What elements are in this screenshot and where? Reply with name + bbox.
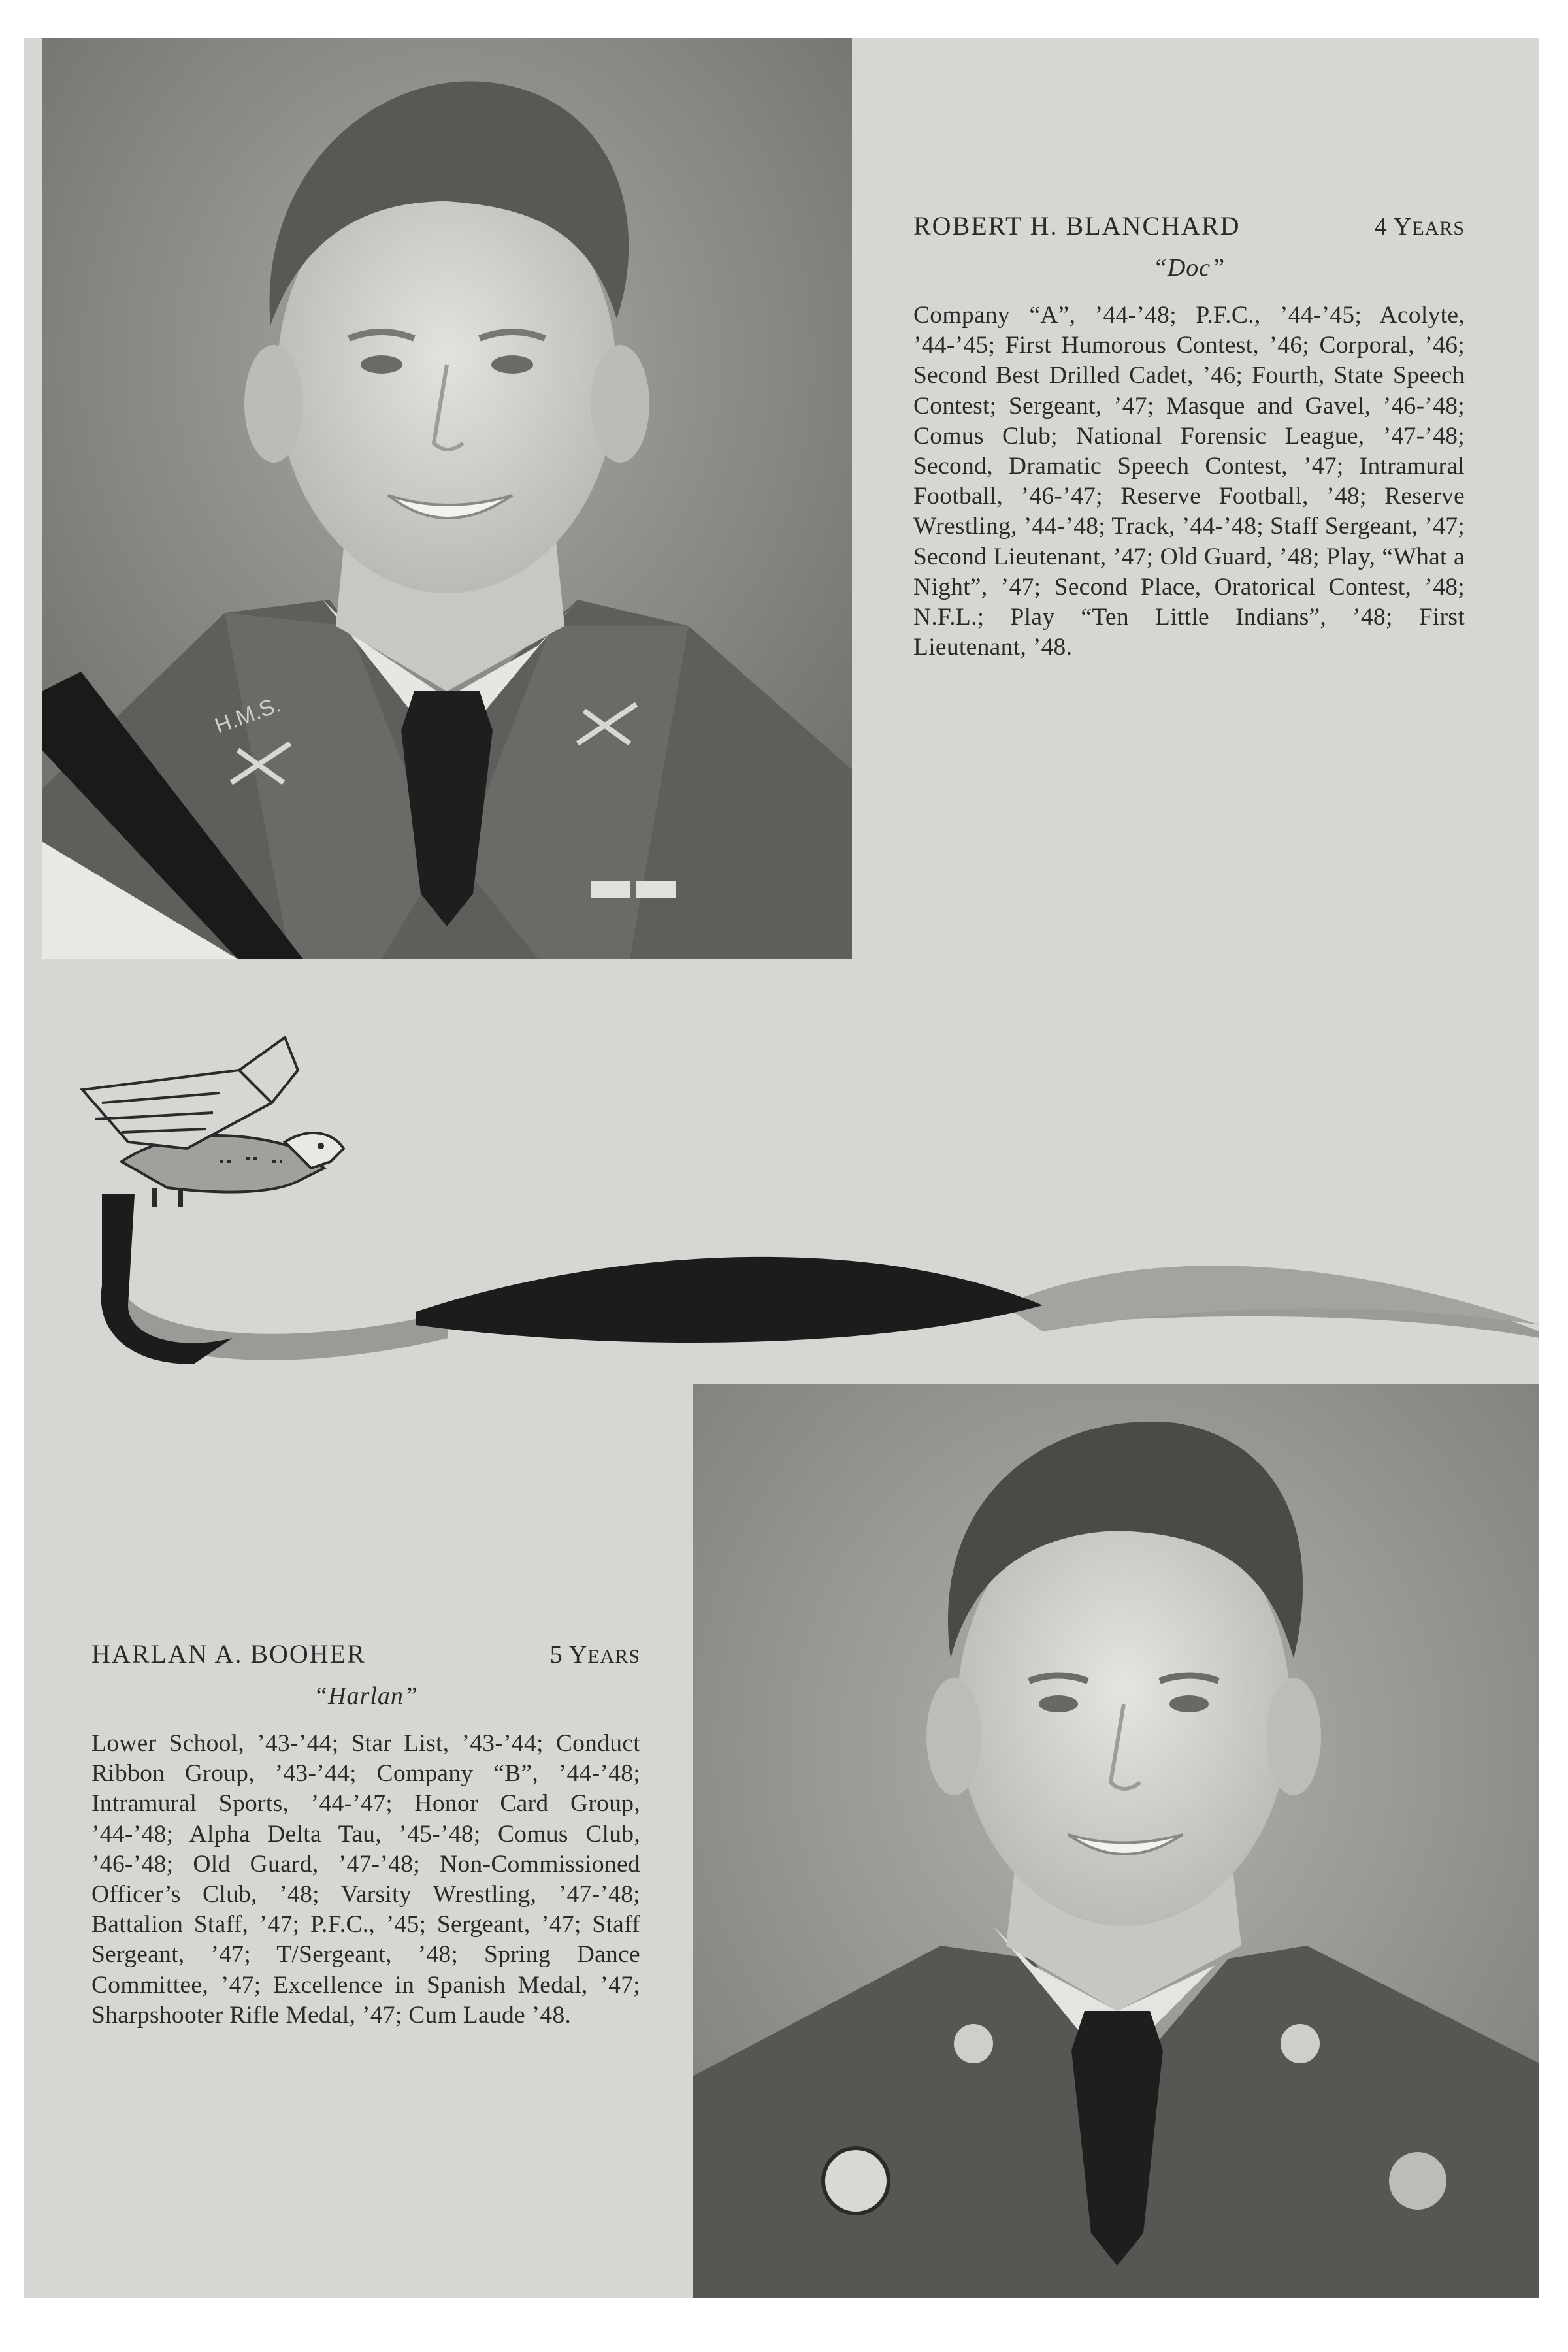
yearbook-page [24, 38, 1539, 2298]
years-number: 4 [1374, 213, 1388, 240]
years-word: YEARS [1393, 213, 1465, 240]
years-number: 5 [549, 1641, 563, 1669]
years-attended [1375, 210, 1465, 246]
student-nickname: “Doc” [1152, 254, 1226, 282]
student-nickname: “Harlan” [313, 1682, 419, 1710]
student-activities: Lower School, ’43-’44; Star List, ’43-’44; Conduct Ribbon Group, ’43-’44; Company “B”, ’44-’48; Intramural Sports, ’44-’47; Honor Card Group, ’44-’48; Alpha Delta Tau, ’45-’48; Comus Club, ’46-’48; Old Guard, ’47-’48; Non-Commissioned Officer’s Club, ’48; Varsity Wrestling, ’47-’48; Battalion Staff, ’47; P.F.C., ’45; Sergeant, ’47; Staff Sergeant, ’47; T/Sergeant, ’48; Spring Dance Committee, ’47; Excellence in Spanish Medal, ’47; Sharpshooter Rifle Medal, ’47; Cum Laude ’48. [91, 1730, 640, 2029]
years-word: YEARS [568, 1641, 640, 1669]
portrait-photo-blanchard [42, 38, 852, 959]
collar-insignia-text: H.M.S. [211, 692, 284, 739]
eagle-ribbon-emblem [24, 998, 1539, 1364]
entry-header [913, 209, 1465, 246]
years-attended [550, 1638, 640, 1674]
student-activities: Company “A”, ’44-’48; P.F.C., ’44-’45; Acolyte, ’44-’45; First Humorous Contest, ’46; Corporal, ’46; Second Best Drilled Cadet, ’46; Fourth, State Speech Contest; Sergeant, ’47; Masque and Gavel, ’46-’48; Comus Club; National Forensic League, ’47-’48; Second, Dramatic Speech Contest, ’47; Intramural Football, ’46-’47; Reserve Football, ’48; Reserve Wrestling, ’44-’48; Track, ’44-’48; Staff Sergeant, ’47; Second Lieutenant, ’47; Old Guard, ’48; Play, “What a Night”, ’47; Second Place, Oratorical Contest, ’48; N.F.L.; Play “Ten Little Indians”, ’48; First Lieutenant, ’48. [913, 302, 1465, 661]
entry-booher [91, 1637, 640, 2031]
portrait-booher-image [693, 1384, 1539, 2298]
entry-header [91, 1637, 640, 1674]
student-name: HARLAN A. BOOHER [91, 1639, 366, 1669]
portrait-blanchard-image [42, 38, 852, 959]
eagle-icon [24, 998, 1539, 1364]
entry-blanchard [913, 209, 1465, 662]
portrait-photo-booher [693, 1384, 1539, 2298]
student-name: ROBERT H. BLANCHARD [913, 211, 1241, 240]
